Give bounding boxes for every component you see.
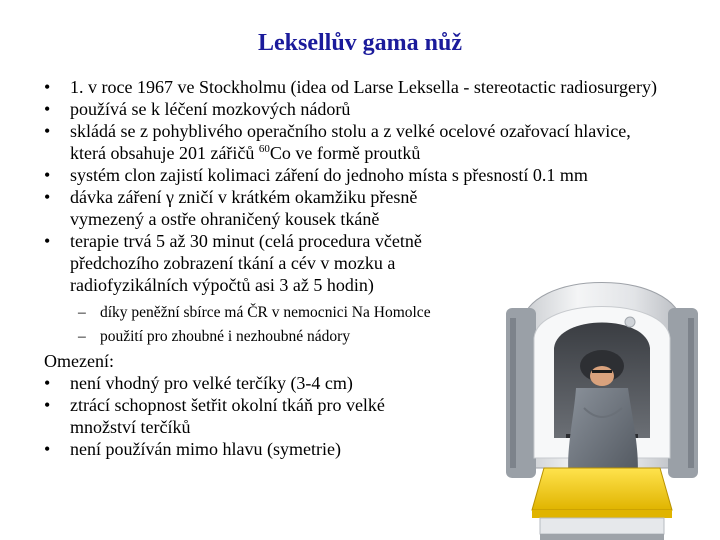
- bullet-symbol: •: [44, 439, 51, 459]
- list-item: [44, 394, 400, 438]
- bullet-symbol: •: [44, 121, 51, 141]
- list-item-text: dávka záření γ zničí v krátkém okamžiku přesně vymezený a ostře ohraničený kousek tkáně: [70, 187, 418, 229]
- list-item: [44, 98, 664, 120]
- sub-list-item-text: díky peněžní sbírce má ČR v nemocnici Na Homolce: [100, 304, 431, 321]
- list-item-text: používá se k léčení mozkových nádorů: [70, 99, 351, 119]
- list-item-text: není používán mimo hlavu (symetrie): [70, 439, 341, 459]
- bullet-symbol: •: [44, 187, 51, 207]
- list-item-text: není vhodný pro velké terčíky (3-4 cm): [70, 373, 353, 393]
- bullet-symbol: •: [44, 77, 51, 97]
- bullet-symbol: •: [44, 99, 51, 119]
- list-item: [44, 230, 462, 296]
- list-item-text: terapie trvá 5 až 30 minut (celá procedura včetně předchozího zobrazení tkání a cév v mozku a radiofyzikálních výpočtů asi 3 až 5 hodin): [70, 231, 422, 295]
- bullet-symbol: •: [44, 395, 51, 415]
- list-item-text: systém clon zajistí kolimaci záření do jednoho místa s přesností 0.1 mm: [70, 165, 588, 185]
- list-item-text: skládá se z pohyblivého operačního stolu a z velké ocelové ozařovací hlavice, která obsahuje 201 zářičů: [70, 121, 631, 163]
- list-item-text: ztrácí schopnost šetřit okolní tkáň pro velké množství terčíků: [70, 395, 385, 437]
- patient-face: [590, 366, 614, 386]
- dash-symbol: –: [78, 304, 86, 321]
- list-item: [44, 120, 664, 164]
- gamma-knife-illustration: [504, 248, 700, 540]
- list-item: [44, 76, 664, 98]
- dash-symbol: –: [78, 328, 86, 345]
- isotope-mass-number: 60: [258, 143, 270, 155]
- list-item-text-tail: Co ve formě proutků: [269, 143, 421, 163]
- sub-list-item-text: použití pro zhoubné i nezhoubné nádory: [100, 328, 351, 345]
- list-item: [44, 164, 664, 186]
- page-title: Leksellův gama nůž: [257, 30, 463, 56]
- list-item: [44, 186, 490, 230]
- limits-heading: Omezení:: [44, 351, 114, 371]
- couch: [532, 468, 672, 510]
- couch-base: [540, 518, 664, 534]
- list-item-text: 1. v roce 1967 ve Stockholmu (idea od Larse Leksella - stereotactic radiosurgery): [70, 77, 657, 97]
- bullet-symbol: •: [44, 373, 51, 393]
- bullet-symbol: •: [44, 165, 51, 185]
- bullet-symbol: •: [44, 231, 51, 251]
